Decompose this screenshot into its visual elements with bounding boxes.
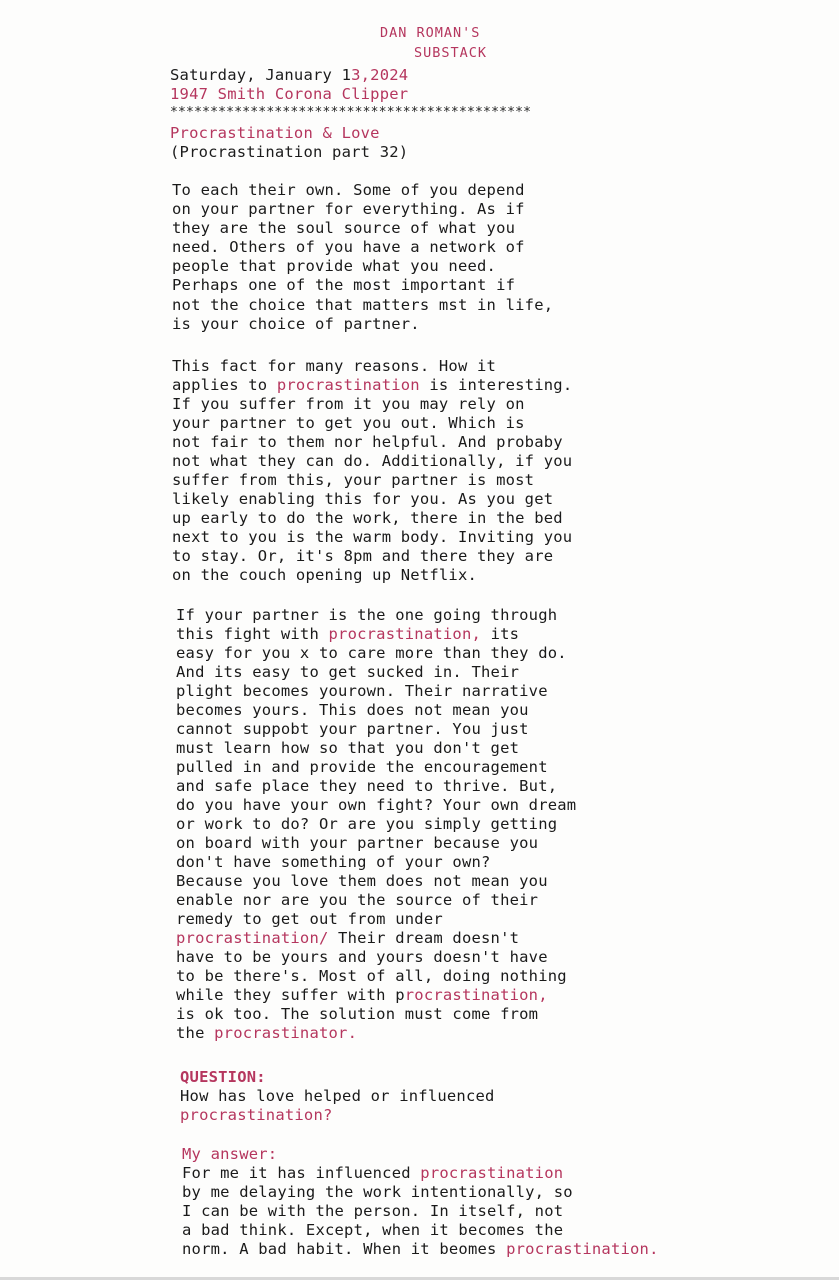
p2-line: not what they can do. Additionally, if you	[172, 452, 573, 470]
question-line: procrastination?	[180, 1106, 333, 1124]
typewriter-line: 1947 Smith Corona Clipper	[170, 85, 409, 103]
p3-line: easy for you x to care more than they do.	[176, 644, 567, 662]
p3-line: to be there's. Most of all, doing nothing	[176, 967, 567, 985]
p1-line: they are the soul source of what you	[172, 219, 516, 237]
p2-line: on the couch opening up Netflix.	[172, 566, 478, 584]
p3-line: And its easy to get sucked in. Their	[176, 663, 520, 681]
p3-line: remedy to get out from under	[176, 910, 443, 928]
p3-line: this fight with procrastination, its	[176, 625, 520, 643]
p3-line: and safe place they need to thrive. But,	[176, 777, 558, 795]
p2-line: likely enabling this for you. As you get	[172, 490, 554, 508]
p2-line: not fair to them nor helpful. And probaby	[172, 433, 563, 451]
answer-line: I can be with the person. In itself, not	[182, 1202, 564, 1220]
answer-line: norm. A bad habit. When it beomes procrastination.	[182, 1240, 659, 1258]
p1-line: is your choice of partner.	[172, 315, 420, 333]
p3-line: the procrastinator.	[176, 1024, 358, 1042]
brand-line-2: SUBSTACK	[414, 45, 488, 61]
p3-line: Because you love them does not mean you	[176, 872, 548, 890]
p1-line: not the choice that matters mst in life,	[172, 296, 554, 314]
p3-line: while they suffer with procrastination,	[176, 986, 548, 1004]
p1-line: people that provide what you need.	[172, 257, 497, 275]
p1-line: on your partner for everything. As if	[172, 200, 525, 218]
p3-line: have to be yours and yours doesn't have	[176, 948, 548, 966]
p2-line: next to you is the warm body. Inviting you	[172, 528, 573, 546]
brand-line-1: DAN ROMAN'S	[380, 25, 481, 41]
p2-line: applies to procrastination is interesting.	[172, 376, 573, 394]
question-label: QUESTION:	[180, 1068, 266, 1086]
p3-line: procrastination/ Their dream doesn't	[176, 929, 520, 947]
p3-line: becomes yours. This does not mean you	[176, 701, 529, 719]
p2-line: suffer from this, your partner is most	[172, 471, 535, 489]
answer-line: For me it has influenced procrastination	[182, 1164, 564, 1182]
p3-line: plight becomes yourown. Their narrative	[176, 682, 548, 700]
p3-line: must learn how so that you don't get	[176, 739, 520, 757]
answer-line: a bad think. Except, when it becomes the	[182, 1221, 564, 1239]
p2-line: to stay. Or, it's 8pm and there they are	[172, 547, 554, 565]
p3-line: on board with your partner because you	[176, 834, 539, 852]
answer-label: My answer:	[182, 1145, 278, 1163]
p3-line: or work to do? Or are you simply getting	[176, 815, 558, 833]
p3-line: don't have something of your own?	[176, 853, 491, 871]
p3-line: is ok too. The solution must come from	[176, 1005, 539, 1023]
p1-line: need. Others of you have a network of	[172, 238, 525, 256]
p3-line: enable nor are you the source of their	[176, 891, 539, 909]
p3-line: pulled in and provide the encouragement	[176, 758, 548, 776]
p1-line: To each their own. Some of you depend	[172, 181, 525, 199]
p3-line: do you have your own fight? Your own dream	[176, 796, 577, 814]
question-line: How has love helped or influenced	[180, 1087, 495, 1105]
separator: *********************************************	[170, 105, 532, 120]
p2-line: your partner to get you out. Which is	[172, 414, 525, 432]
p1-line: Perhaps one of the most important if	[172, 276, 516, 294]
post-title: Procrastination & Love	[170, 124, 380, 142]
p2-line: up early to do the work, there in the bed	[172, 509, 563, 527]
date-line: Saturday, January 13,2024	[170, 66, 409, 84]
p2-line: If you suffer from it you may rely on	[172, 395, 525, 413]
p3-line: cannot suppobt your partner. You just	[176, 720, 529, 738]
post-subtitle: (Procrastination part 32)	[170, 143, 409, 161]
p3-line: If your partner is the one going through	[176, 606, 558, 624]
answer-line: by me delaying the work intentionally, so	[182, 1183, 573, 1201]
p2-line: This fact for many reasons. How it	[172, 357, 497, 375]
